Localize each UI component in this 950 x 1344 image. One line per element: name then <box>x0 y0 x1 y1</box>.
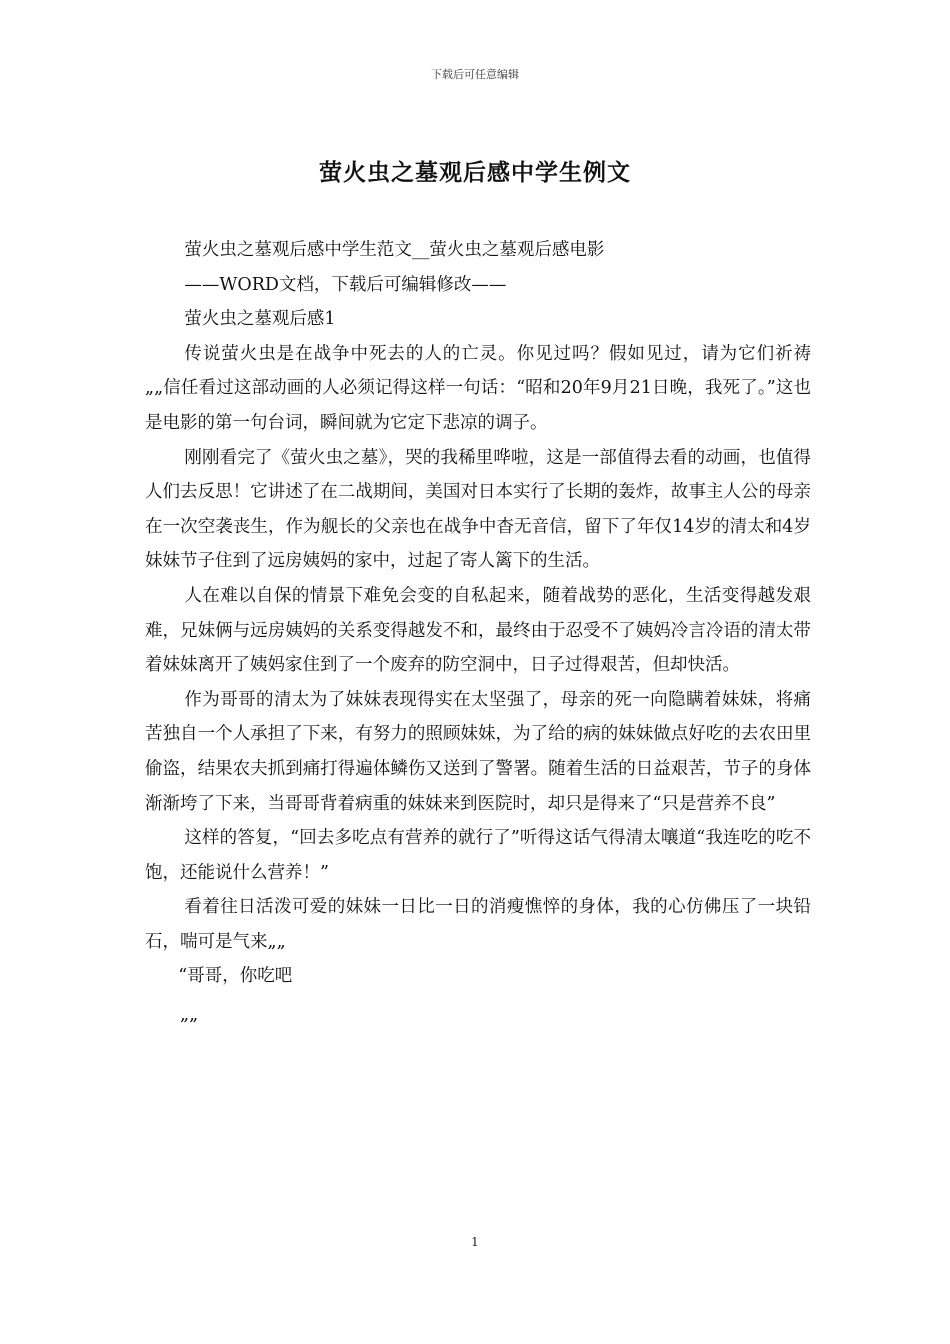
paragraph: 刚刚看完了《萤火虫之墓》，哭的我稀里哗啦，这是一部值得去看的动画，也值得人们去反思！它讲述了在二战期间，美国对日本实行了长期的轰炸，故事主人公的母亲在一次空袭丧生，作为舰长的父亲也在战争中杳无音信，留下了年仅14岁的清太和4岁妹妹节子住到了远房姨妈的家中，过起了寄人篱下的生活。 <box>145 447 811 572</box>
page-number: 1 <box>471 1235 479 1249</box>
header-note: 下载后可任意编辑 <box>431 68 519 81</box>
paragraph-subtitle: 萤火虫之墓观后感中学生范文__萤火虫之墓观后感电影 <box>184 240 605 260</box>
paragraph: 作为哥哥的清太为了妹妹表现得实在太坚强了，母亲的死一向隐瞒着妹妹，将痛苦独自一个人承担了下来，有努力的照顾妹妹，为了给的病的妹妹做点好吃的去农田里偷盗，结果农夫抓到痛打得遍体鳞伤又送到了警署。随着生活的日益艰苦，节子的身体渐渐垮了下来，当哥哥背着病重的妹妹来到医院时，却只是得来了“只是营养不良” <box>145 689 811 814</box>
paragraph: 传说萤火虫是在战争中死去的人的亡灵。你见过吗？假如见过，请为它们祈祷„„信任看过这部动画的人必须记得这样一句话：“昭和20年9月21日晚，我死了。”这也是电影的第一句台词，瞬间就为它定下悲凉的调子。 <box>145 343 811 433</box>
document-title: 萤火虫之墓观后感中学生例文 <box>319 160 631 186</box>
paragraph: 看着往日活泼可爱的妹妹一日比一日的消瘦憔悴的身体，我的心仿佛压了一块铅石，喘可是气来„„ <box>145 897 811 952</box>
paragraph: 这样的答复，“回去多吃点有营养的就行了”听得这话气得清太嚷道“我连吃的吃不饱，还能说什么营养！” <box>145 828 811 883</box>
paragraph-quote: “哥哥，你吃吧 <box>178 966 293 987</box>
paragraph-ellipsis: „„ <box>180 1005 199 1026</box>
paragraph-section-heading: 萤火虫之墓观后感1 <box>184 309 336 330</box>
paragraph: 人在难以自保的情景下难免会变的自私起来，随着战势的恶化，生活变得越发艰难，兄妹俩与远房姨妈的关系变得越发不和，最终由于忍受不了姨妈冷言冷语的清太带着妹妹离开了姨妈家住到了一个废弃的防空洞中，日子过得艰苦，但却快活。 <box>145 585 811 676</box>
document-body <box>145 233 811 1033</box>
paragraph-word-note: ——WORD文档，下载后可编辑修改—— <box>184 274 507 295</box>
